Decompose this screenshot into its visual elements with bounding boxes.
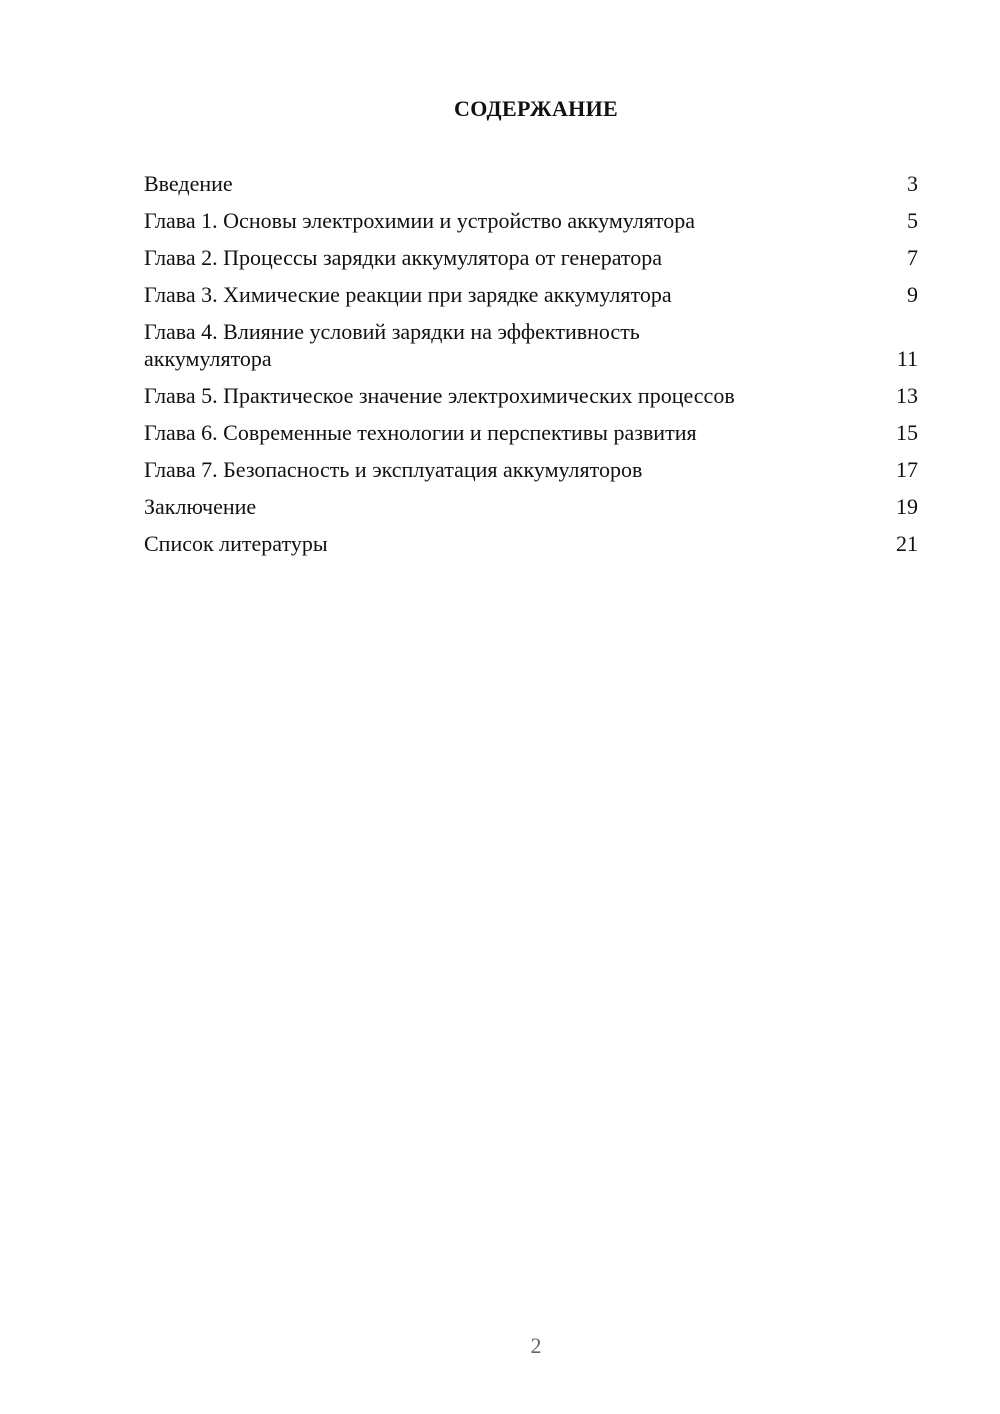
toc-entry-page: 13	[896, 383, 918, 408]
toc-entry-references	[144, 530, 918, 557]
toc-entry-chapter-7	[144, 456, 918, 483]
toc-entry-label: Глава 1. Основы электрохимии и устройство аккумулятора	[144, 208, 696, 233]
toc-entry-page: 11	[896, 346, 918, 371]
toc-entry-label: Глава 7. Безопасность и эксплуатация аккумуляторов	[144, 457, 643, 482]
toc-entry-chapter-5	[144, 382, 918, 409]
toc-entry-label: Глава 6. Современные технологии и перспективы развития	[144, 420, 697, 445]
toc-entry-chapter-1	[144, 207, 918, 234]
toc-entry-label: Глава 2. Процессы зарядки аккумулятора от генератора	[144, 245, 663, 270]
toc-entry-page: 9	[907, 282, 918, 307]
toc-entry-page: 17	[896, 457, 918, 482]
toc-entry-page: 21	[896, 531, 918, 556]
toc-entry-chapter-3	[144, 281, 918, 308]
toc-entry-label: Глава 4. Влияние условий зарядки на эффективность аккумулятора	[144, 319, 640, 371]
toc-entry-page: 5	[907, 208, 918, 233]
toc-entry-label: Глава 5. Практическое значение электрохимических процессов	[144, 383, 735, 408]
toc-entry-conclusion	[144, 493, 918, 520]
toc-entry-page: 19	[896, 494, 918, 519]
toc-entry-introduction	[144, 170, 918, 197]
toc-entry-chapter-4	[144, 318, 918, 372]
toc-entry-page: 15	[896, 420, 918, 445]
page-title: СОДЕРЖАНИЕ	[454, 96, 618, 121]
toc-entry-page: 3	[907, 171, 918, 196]
toc-entry-label: Заключение	[144, 494, 257, 519]
toc-entry-chapter-6	[144, 419, 918, 446]
table-of-contents	[144, 170, 918, 567]
page-number: 2	[530, 1333, 542, 1358]
toc-entry-page: 7	[907, 245, 918, 270]
toc-entry-label: Глава 3. Химические реакции при зарядке аккумулятора	[144, 282, 672, 307]
toc-entry-label: Введение	[144, 171, 233, 196]
toc-entry-chapter-2	[144, 244, 918, 271]
toc-entry-label: Список литературы	[144, 531, 328, 556]
